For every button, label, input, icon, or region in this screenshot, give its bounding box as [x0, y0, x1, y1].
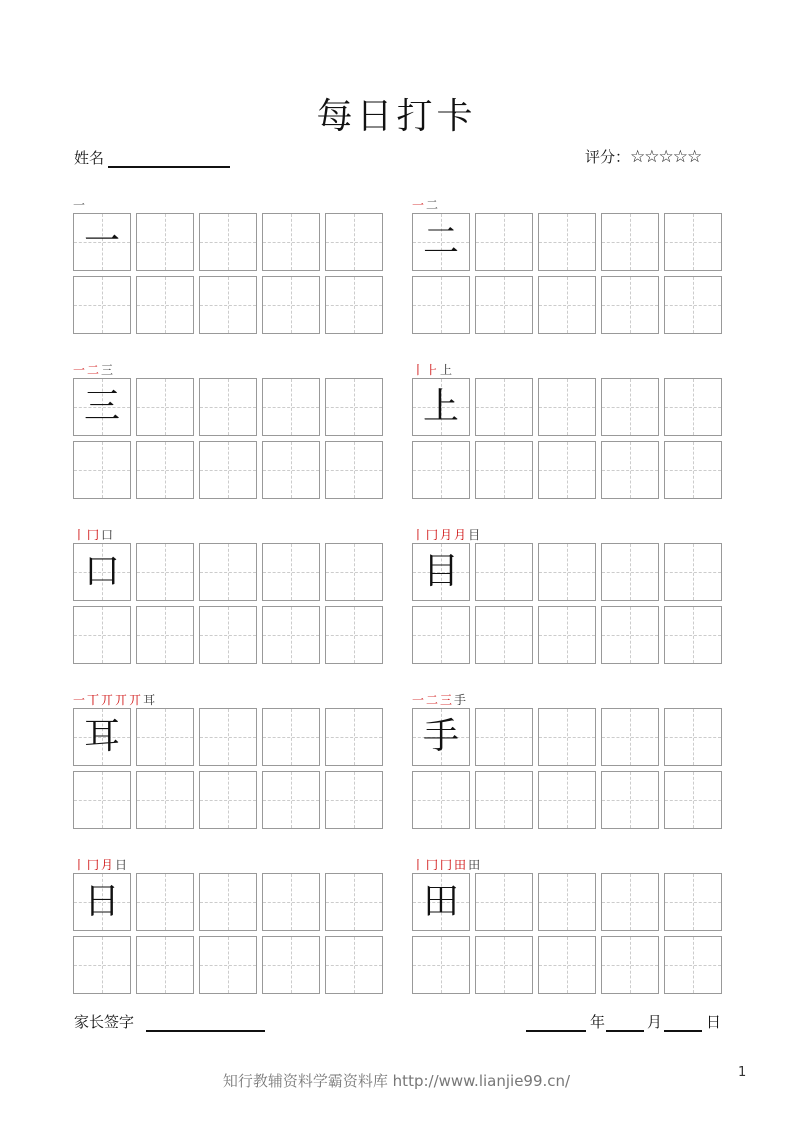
writing-cell[interactable]	[199, 708, 257, 766]
char-block	[73, 856, 385, 1006]
stroke-step: 月	[101, 858, 116, 872]
writing-cell[interactable]	[325, 543, 383, 601]
writing-cell[interactable]	[538, 543, 596, 601]
writing-cell[interactable]	[601, 543, 659, 601]
writing-cell[interactable]	[538, 441, 596, 499]
writing-cell[interactable]	[199, 378, 257, 436]
writing-cell[interactable]	[601, 606, 659, 664]
stroke-step: 二	[426, 693, 441, 707]
stroke-step: 丨	[412, 528, 427, 542]
writing-cell[interactable]	[199, 873, 257, 931]
star-rating-icon[interactable]: ☆☆☆☆☆	[630, 147, 702, 167]
writing-cell[interactable]	[199, 276, 257, 334]
writing-cell[interactable]	[664, 378, 722, 436]
writing-cell[interactable]	[199, 936, 257, 994]
writing-cell[interactable]	[136, 543, 194, 601]
writing-cell[interactable]	[262, 936, 320, 994]
writing-cell[interactable]	[73, 771, 131, 829]
writing-cell[interactable]	[664, 606, 722, 664]
writing-cell[interactable]	[412, 213, 470, 271]
stroke-order	[73, 526, 115, 544]
practice-row	[73, 606, 385, 664]
month-line[interactable]	[606, 1030, 644, 1032]
writing-cell[interactable]	[475, 213, 533, 271]
stroke-step: 丌	[101, 693, 116, 707]
practice-row	[73, 543, 385, 601]
writing-cell[interactable]	[262, 708, 320, 766]
writing-cell[interactable]	[475, 378, 533, 436]
practice-row	[73, 276, 385, 334]
day-label: 日	[706, 1013, 722, 1031]
writing-cell[interactable]	[73, 378, 131, 436]
practice-row	[412, 771, 724, 829]
writing-cell[interactable]	[538, 708, 596, 766]
stroke-step: 日	[115, 858, 130, 872]
page-title: 每日打卡	[316, 96, 477, 137]
writing-cell[interactable]	[412, 936, 470, 994]
stroke-step: 上	[440, 363, 455, 377]
writing-cell[interactable]	[325, 213, 383, 271]
practice-row	[73, 936, 385, 994]
writing-cell[interactable]	[262, 873, 320, 931]
char-block	[412, 361, 724, 511]
char-block	[73, 361, 385, 511]
writing-cell[interactable]	[601, 936, 659, 994]
char-block	[412, 856, 724, 1006]
practice-row	[412, 543, 724, 601]
writing-cell[interactable]	[325, 873, 383, 931]
parent-sign-line[interactable]	[146, 1030, 265, 1032]
writing-cell[interactable]	[325, 276, 383, 334]
practice-row	[73, 441, 385, 499]
stroke-step: 田	[454, 858, 469, 872]
writing-cell[interactable]	[412, 441, 470, 499]
stroke-step: 三	[440, 693, 455, 707]
writing-cell[interactable]	[538, 213, 596, 271]
practice-row	[73, 213, 385, 271]
char-block	[412, 526, 724, 676]
stroke-step: 二	[87, 363, 102, 377]
stroke-order	[412, 196, 440, 214]
stroke-step: 一	[412, 693, 427, 707]
year-line[interactable]	[526, 1030, 586, 1032]
model-character: 口	[83, 551, 120, 592]
writing-cell[interactable]	[601, 378, 659, 436]
score-area	[585, 146, 701, 167]
writing-cell[interactable]	[475, 936, 533, 994]
stroke-order	[73, 856, 129, 874]
stroke-step: 田	[468, 858, 483, 872]
model-character: 耳	[83, 716, 120, 757]
writing-cell[interactable]	[412, 708, 470, 766]
writing-cell[interactable]	[325, 936, 383, 994]
writing-cell[interactable]	[136, 771, 194, 829]
stroke-step: 月	[454, 528, 469, 542]
model-character: 上	[422, 386, 459, 427]
stroke-step: 丨	[73, 858, 88, 872]
writing-cell[interactable]	[262, 543, 320, 601]
practice-row	[412, 936, 724, 994]
model-character: 一	[83, 221, 120, 262]
model-character: 二	[422, 221, 459, 262]
writing-cell[interactable]	[412, 873, 470, 931]
writing-cell[interactable]	[136, 873, 194, 931]
stroke-step: 冂	[426, 528, 441, 542]
writing-cell[interactable]	[136, 378, 194, 436]
writing-cell[interactable]	[475, 441, 533, 499]
char-block	[412, 196, 724, 346]
writing-cell[interactable]	[601, 276, 659, 334]
writing-cell[interactable]	[325, 606, 383, 664]
writing-cell[interactable]	[136, 936, 194, 994]
writing-cell[interactable]	[664, 543, 722, 601]
writing-cell[interactable]	[412, 771, 470, 829]
writing-cell[interactable]	[199, 441, 257, 499]
stroke-step: ⺊	[426, 363, 441, 377]
stroke-step: 丌	[115, 693, 130, 707]
writing-cell[interactable]	[664, 936, 722, 994]
writing-cell[interactable]	[475, 771, 533, 829]
stroke-step: 丨	[412, 363, 427, 377]
stroke-step: 冂	[440, 858, 455, 872]
practice-row	[73, 378, 385, 436]
stroke-step: 月	[440, 528, 455, 542]
model-character: 目	[422, 551, 459, 592]
model-character: 手	[422, 716, 459, 757]
writing-cell[interactable]	[538, 873, 596, 931]
practice-row	[412, 873, 724, 931]
stroke-order	[412, 856, 482, 874]
writing-cell[interactable]	[73, 606, 131, 664]
year-label: 年	[590, 1013, 606, 1031]
char-block	[73, 526, 385, 676]
writing-cell[interactable]	[538, 276, 596, 334]
name-field-line[interactable]	[108, 166, 230, 168]
char-block	[73, 691, 385, 841]
writing-cell[interactable]	[601, 441, 659, 499]
stroke-order	[412, 361, 454, 379]
writing-cell[interactable]	[601, 213, 659, 271]
stroke-step: 一	[73, 198, 88, 212]
name-label: 姓名	[74, 149, 105, 167]
writing-cell[interactable]	[475, 873, 533, 931]
writing-cell[interactable]	[412, 543, 470, 601]
writing-cell[interactable]	[538, 936, 596, 994]
day-line[interactable]	[664, 1030, 702, 1032]
writing-cell[interactable]	[601, 771, 659, 829]
model-character: 三	[83, 386, 120, 427]
writing-cell[interactable]	[262, 441, 320, 499]
writing-cell[interactable]	[412, 276, 470, 334]
stroke-order	[73, 691, 157, 709]
writing-cell[interactable]	[73, 936, 131, 994]
stroke-step: 手	[454, 693, 469, 707]
writing-cell[interactable]	[73, 873, 131, 931]
practice-row	[412, 276, 724, 334]
model-character: 田	[422, 881, 459, 922]
stroke-order	[73, 196, 87, 214]
writing-cell[interactable]	[325, 441, 383, 499]
stroke-step: 二	[426, 198, 441, 212]
stroke-step: 三	[101, 363, 116, 377]
practice-row	[73, 873, 385, 931]
practice-row	[412, 213, 724, 271]
writing-cell[interactable]	[262, 771, 320, 829]
writing-cell[interactable]	[664, 441, 722, 499]
writing-cell[interactable]	[664, 213, 722, 271]
stroke-step: 一	[73, 363, 88, 377]
stroke-order	[412, 526, 482, 544]
score-label: 评分：	[585, 148, 631, 166]
writing-cell[interactable]	[73, 276, 131, 334]
writing-cell[interactable]	[475, 606, 533, 664]
writing-cell[interactable]	[475, 276, 533, 334]
parent-sign-label: 家长签字	[74, 1013, 135, 1031]
stroke-step: 一	[73, 693, 88, 707]
page-number: 1	[738, 1065, 747, 1080]
practice-row	[412, 441, 724, 499]
writing-cell[interactable]	[136, 708, 194, 766]
char-block	[412, 691, 724, 841]
stroke-step: 耳	[143, 693, 158, 707]
writing-cell[interactable]	[601, 708, 659, 766]
practice-row	[73, 771, 385, 829]
writing-cell[interactable]	[601, 873, 659, 931]
stroke-step: 丨	[73, 528, 88, 542]
writing-cell[interactable]	[136, 606, 194, 664]
writing-cell[interactable]	[136, 441, 194, 499]
month-label: 月	[647, 1013, 663, 1031]
practice-row	[412, 708, 724, 766]
writing-cell[interactable]	[136, 276, 194, 334]
writing-cell[interactable]	[475, 708, 533, 766]
writing-cell[interactable]	[538, 771, 596, 829]
stroke-order	[412, 691, 468, 709]
stroke-step: 冂	[87, 528, 102, 542]
writing-cell[interactable]	[136, 213, 194, 271]
writing-cell[interactable]	[73, 441, 131, 499]
model-character: 日	[83, 881, 120, 922]
writing-cell[interactable]	[262, 213, 320, 271]
footer-text: 知行教辅资料学霸资料库 http://www.lianjie99.cn/	[222, 1072, 571, 1090]
writing-cell[interactable]	[325, 771, 383, 829]
writing-cell[interactable]	[538, 606, 596, 664]
writing-cell[interactable]	[664, 873, 722, 931]
stroke-step: 一	[412, 198, 427, 212]
writing-cell[interactable]	[73, 708, 131, 766]
writing-cell[interactable]	[412, 606, 470, 664]
stroke-step: 丨	[412, 858, 427, 872]
writing-cell[interactable]	[664, 708, 722, 766]
writing-cell[interactable]	[412, 378, 470, 436]
writing-cell[interactable]	[262, 606, 320, 664]
stroke-step: 冂	[426, 858, 441, 872]
writing-cell[interactable]	[325, 378, 383, 436]
practice-row	[412, 378, 724, 436]
char-block	[73, 196, 385, 346]
writing-cell[interactable]	[199, 543, 257, 601]
writing-cell[interactable]	[262, 378, 320, 436]
writing-cell[interactable]	[73, 543, 131, 601]
writing-cell[interactable]	[262, 276, 320, 334]
writing-cell[interactable]	[325, 708, 383, 766]
stroke-step: 口	[101, 528, 116, 542]
writing-cell[interactable]	[73, 213, 131, 271]
writing-cell[interactable]	[199, 213, 257, 271]
writing-cell[interactable]	[538, 378, 596, 436]
writing-cell[interactable]	[199, 771, 257, 829]
stroke-step: 丌	[129, 693, 144, 707]
practice-row	[412, 606, 724, 664]
stroke-step: 丅	[87, 693, 102, 707]
writing-cell[interactable]	[199, 606, 257, 664]
practice-row	[73, 708, 385, 766]
stroke-step: 目	[468, 528, 483, 542]
writing-cell[interactable]	[475, 543, 533, 601]
writing-cell[interactable]	[664, 276, 722, 334]
writing-cell[interactable]	[664, 771, 722, 829]
stroke-step: 冂	[87, 858, 102, 872]
stroke-order	[73, 361, 115, 379]
